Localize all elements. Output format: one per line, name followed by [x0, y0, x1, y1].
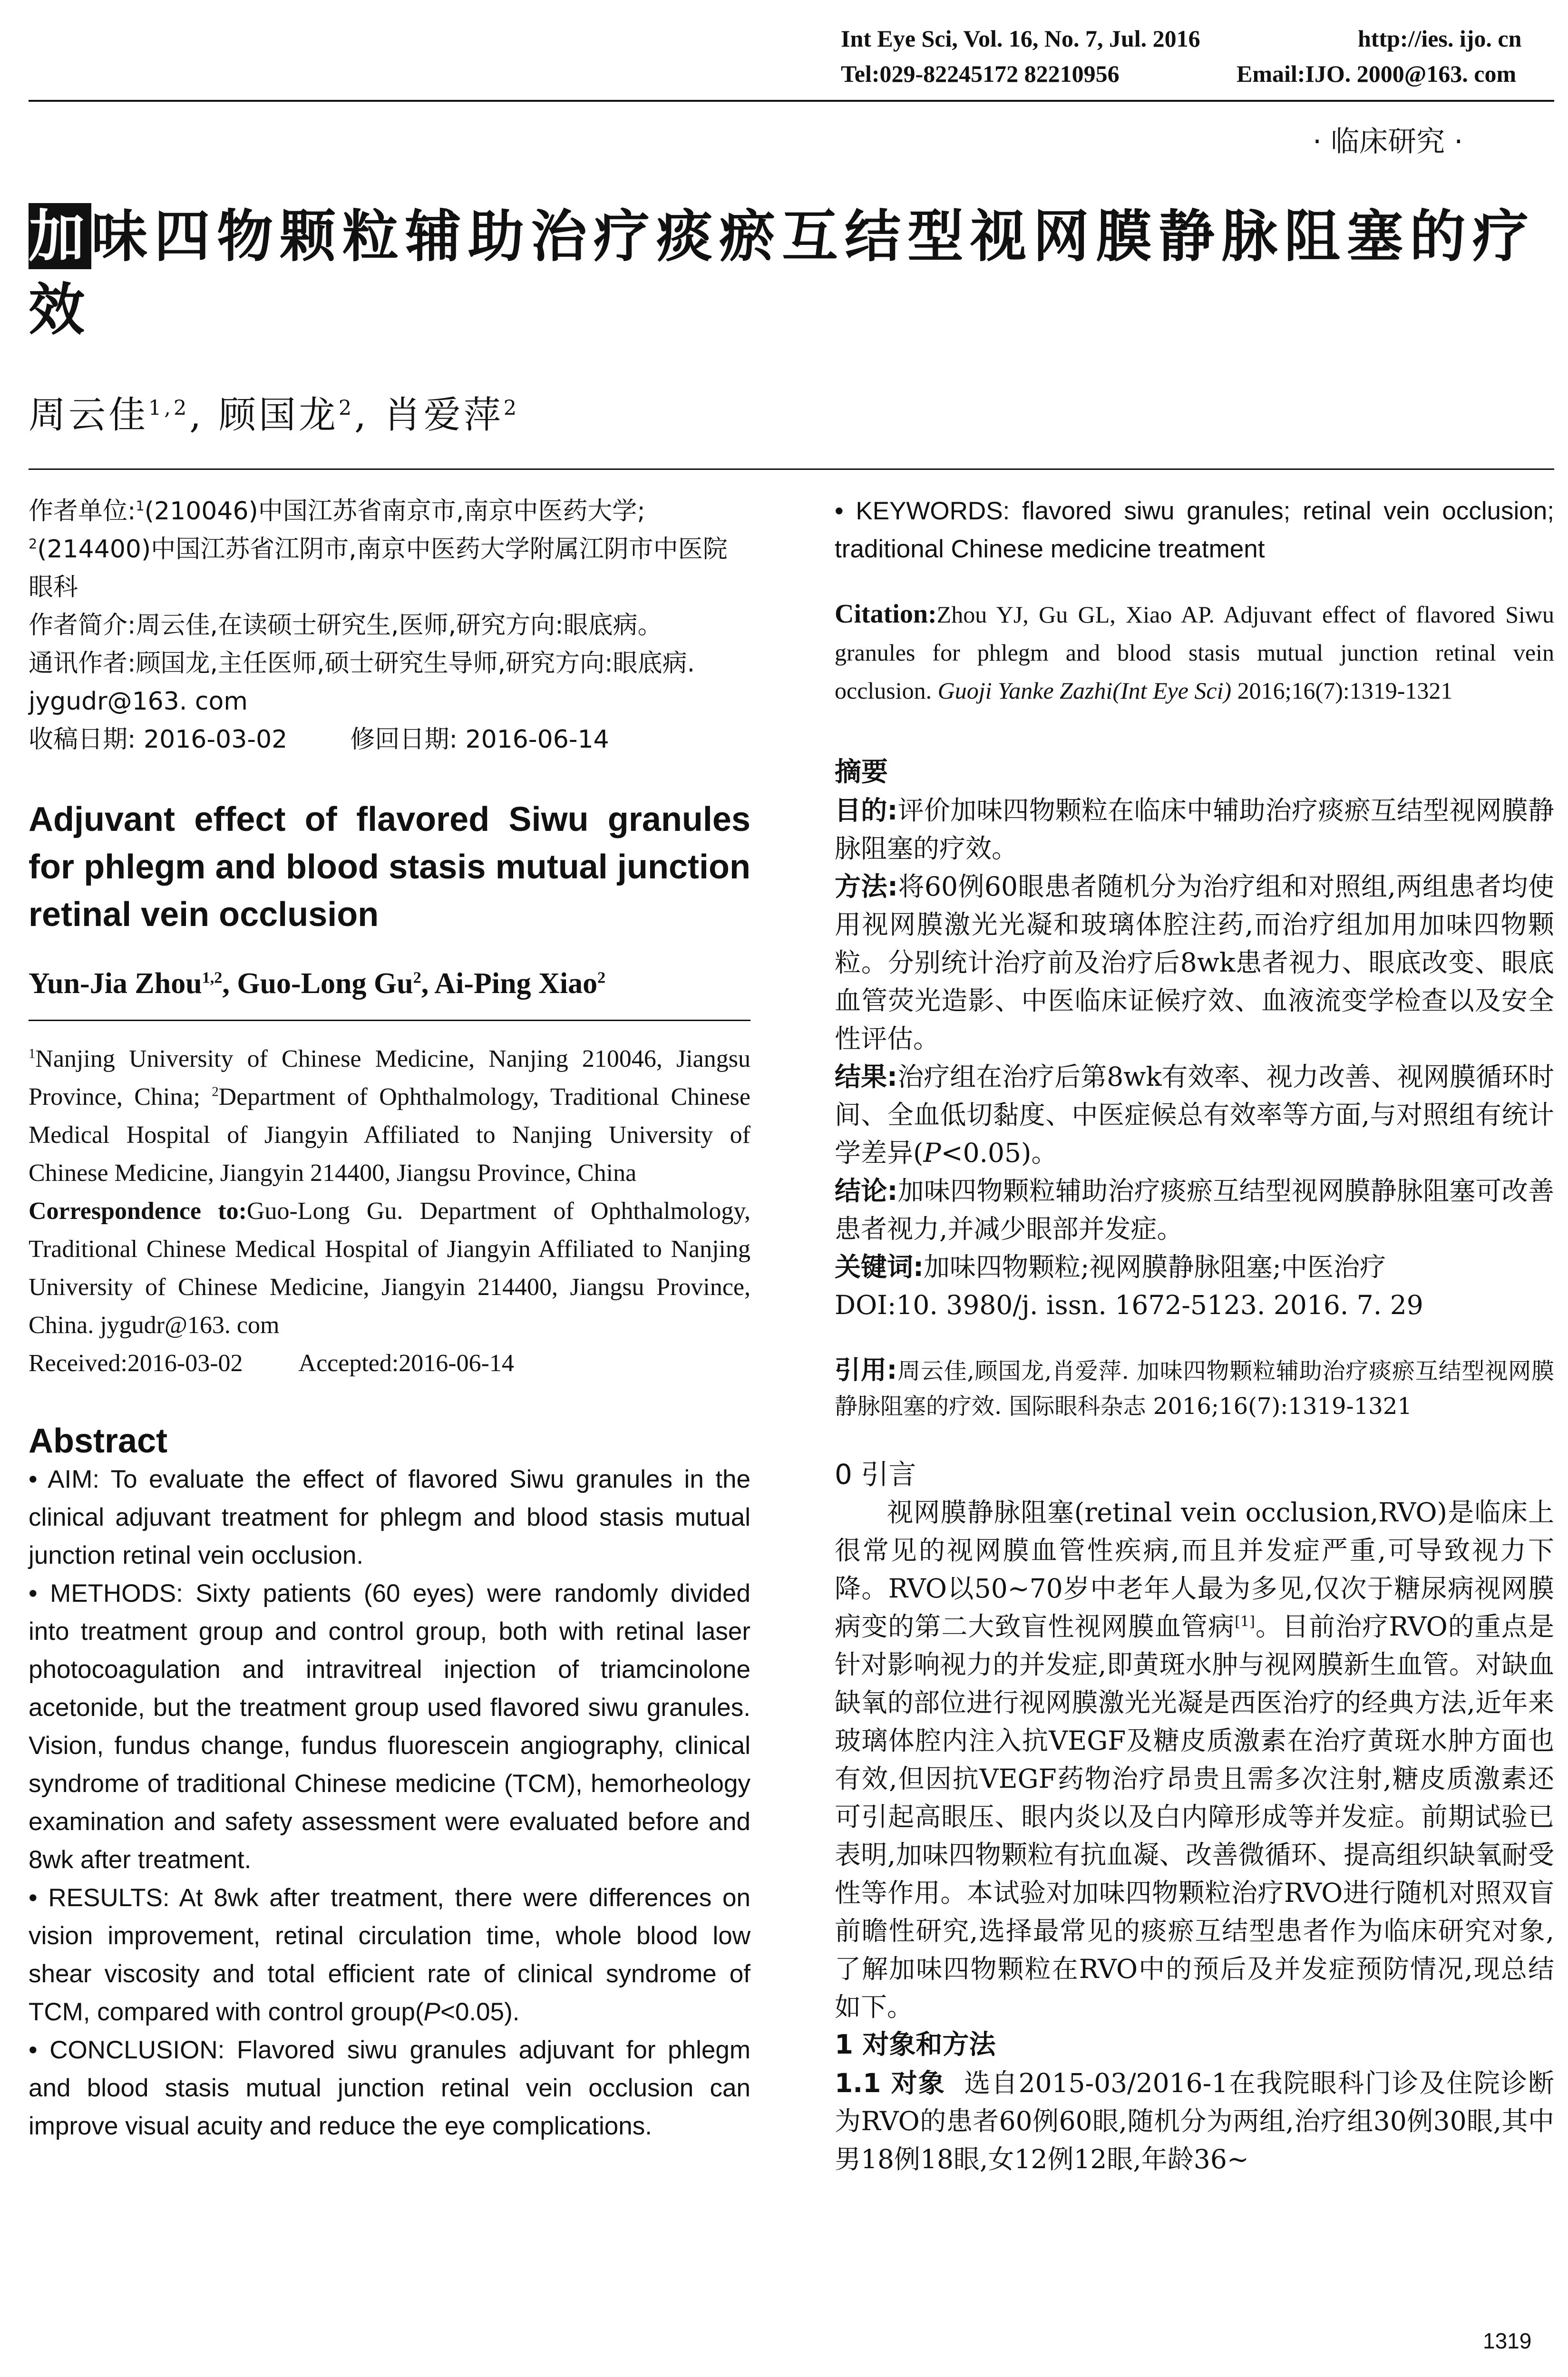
header-rule — [29, 100, 1554, 102]
journal-url: http://ies. ijo. cn — [1358, 25, 1522, 52]
abstract-conclusion: • CONCLUSION: Flavored siwu granules adjuvant for phlegm and blood stasis mutual junction retinal vein occlusion can improve visual acuity and reduce the eye complications. — [29, 2036, 750, 2140]
author-affil: 2 — [338, 396, 355, 420]
journal-email: Email:IJO. 2000@163. com — [1237, 60, 1517, 87]
page-title — [29, 200, 1550, 346]
author-name: 周云佳 — [29, 394, 149, 437]
author-affil: 1,2 — [148, 396, 190, 420]
author-name: 顾国龙 — [218, 394, 339, 437]
abstract-cn-methods: 方法:将60例60眼患者随机分为治疗组和对照组,两组患者均使用视网膜激光光凝和玻璃体腔注药,而治疗组加用加味四物颗粒。分别统计治疗前及治疗后8wk患者视力、眼底改变、眼底血管荧光造影、中医临床证候疗效、血液流变学检查以及安全性评估。 — [835, 871, 1554, 1054]
corresponding-author-cn: 通讯作者:顾国龙,主任医师,硕士研究生导师,研究方向:眼底病. jygudr@163. com — [29, 649, 695, 716]
keywords-en: • KEYWORDS: flavored siwu granules; retinal vein occlusion; traditional Chinese medicine treatment — [835, 497, 1554, 563]
dates-cn: 收稿日期: 2016-03-02 修回日期: 2016-06-14 — [29, 725, 609, 754]
abstract-heading: Abstract — [29, 1422, 168, 1460]
authors-en: Yun-Jia Zhou$^{1,2}$, Guo-Long Gu$^2$, Ai-Ping Xiao$^2$ — [29, 967, 606, 1000]
left-column — [29, 492, 750, 2145]
authors-en-rule — [29, 1020, 750, 1021]
keywords-cn: 关键词:加味四物颗粒;视网膜静脉阻塞;中医治疗 — [835, 1252, 1386, 1282]
intro-paragraph: 视网膜静脉阻塞(retinal vein occlusion,RVO)是临床上很常见的视网膜血管性疾病,而且并发症严重,可导致视力下降。RVO以50~70岁中老年人最为多见,仅次于糖尿病视网膜病变的第二大致盲性视网膜血管病[1]。目前治疗RVO的重点是针对影响视力的并发症,即黄斑水肿与视网膜新生血管。对缺血缺氧的部位进行视网膜激光光凝是西医治疗的经典方法,近年来玻璃体腔内注入抗VEGF及糖皮质激素在治疗黄斑水肿方面也有效,但因抗VEGF药物治疗昂贵且需多次注射,糖皮质激素还可引起高眼压、眼内炎以及白内障形成等并发症。前期试验已表明,加味四物颗粒有抗血凝、改善微循环、提高组织缺氧耐受性等作用。本试验对加味四物颗粒治疗RVO进行随机对照双盲前瞻性研究,选择最常见的痰瘀互结型患者作为临床研究对象,了解加味四物颗粒在RVO中的预后及并发症预防情况,现总结如下。 — [835, 1497, 1554, 2022]
authors-rule — [29, 468, 1554, 470]
section-label: · 临床研究 · — [1313, 125, 1463, 158]
methods-heading: 1 对象和方法 — [835, 2029, 996, 2060]
subjects-paragraph: 1.1 对象 选自2015-03/2016-1在我院眼科门诊及住院诊断为RVO的患者60例60眼,随机分为两组,治疗组30例30眼,其中男18例18眼,女12例12眼,年龄36~ — [835, 2068, 1554, 2174]
correspondence-en: Correspondence to:Guo-Long Gu. Department of Ophthalmology, Traditional Chinese Medical Hospital of Jiangyin Affiliated to Nanjing University of Chinese Medicine, Jiangyin 214400, Jiangsu Province, China. jygudr@163. com — [29, 1198, 750, 1339]
journal-tel: Tel:029-82245172 82210956 — [841, 60, 1120, 87]
author-bio: 作者简介:周云佳,在读硕士研究生,医师,研究方向:眼底病。 — [29, 611, 662, 640]
abstract-results: • RESULTS: At 8wk after treatment, there were differences on vision improvement, retinal circulation time, whole blood low shear viscosity and total efficient rate of clinical syndrome of TCM, compared with control group(P<0.05). — [29, 1884, 750, 2026]
right-column — [835, 492, 1554, 2178]
abstract-aim: • AIM: To evaluate the effect of flavored Siwu granules in the clinical adjuvant treatment for phlegm and blood stasis mutual junction retinal vein occlusion. — [29, 1465, 750, 1569]
journal-info: Int Eye Sci, Vol. 16, No. 7, Jul. 2016 — [841, 25, 1200, 52]
citation-en: Citation:Zhou YJ, Gu GL, Xiao AP. Adjuvant effect of flavored Siwu granules for phlegm and blood stasis mutual junction retinal vein occlusion. Guoji Yanke Zazhi(Int Eye Sci) 2016;16(7):1319-1321 — [835, 599, 1554, 704]
citation-cn: 引用:周云佳,顾国龙,肖爱萍. 加味四物颗粒辅助治疗痰瘀互结型视网膜静脉阻塞的疗效. 国际眼科杂志 2016;16(7):1319-1321 — [835, 1355, 1554, 1420]
intro-heading: 0 引言 — [835, 1458, 916, 1490]
english-title: Adjuvant effect of flavored Siwu granules for phlegm and blood stasis mutual junction retinal vein occlusion — [29, 800, 750, 934]
affiliation-cn: 作者单位:$^1$(210046)中国江苏省南京市,南京中医药大学; $^2$(214400)中国江苏省江阴市,南京中医药大学附属江阴市中医院眼科 — [29, 497, 728, 602]
affiliation-en: $^1$Nanjing University of Chinese Medicine, Nanjing 210046, Jiangsu Province, China; $^2$Department of Ophthalmology, Traditional Chinese Medical Hospital of Jiangyin Affiliated to Nanjing University of Chinese Medicine, Jiangyin 214400, Jiangsu Province, China — [29, 1045, 750, 1187]
author-affil: 2 — [503, 396, 520, 420]
abstract-cn-results: 结果:治疗组在治疗后第8wk有效率、视力改善、视网膜循环时间、全血低切黏度、中医症候总有效率等方面,与对照组有统计学差异(P<0.05)。 — [835, 1062, 1554, 1168]
abstract-cn-conclusion: 结论:加味四物颗粒辅助治疗痰瘀互结型视网膜静脉阻塞可改善患者视力,并减少眼部并发症。 — [835, 1176, 1554, 1244]
authors-cn: 周云佳$^{1,2}$, 顾国龙$^2$, 肖爱萍$^2$ — [29, 394, 520, 437]
abstract-methods: • METHODS: Sixty patients (60 eyes) were randomly divided into treatment group and control group, both with retinal laser photocoagulation and intravitreal injection of triamcinolone acetonide, but the treatment group used flavored siwu granules. Vision, fundus change, fundus fluorescein angiography, clinical syndrome of traditional Chinese medicine (TCM), hemorheology examination and safety assessment were evaluated before and 8wk after treatment. — [29, 1579, 750, 1874]
abstract-cn-heading: 摘要 — [835, 757, 888, 788]
abstract-cn-objective: 目的:评价加味四物颗粒在临床中辅助治疗痰瘀互结型视网膜静脉阻塞的疗效。 — [835, 795, 1554, 864]
title-rest: 味四物颗粒辅助治疗痰瘀互结型视网膜静脉阻塞的疗效 — [29, 203, 1536, 342]
dates-en: Received:2016-03-02 Accepted:2016-06-14 — [29, 1350, 514, 1377]
page-number: 1319 — [1483, 2328, 1532, 2353]
author-name: 肖爱萍 — [383, 394, 504, 437]
title-first-char: 加 — [29, 203, 92, 269]
doi: DOI:10. 3980/j. issn. 1672-5123. 2016. 7. 29 — [835, 1290, 1423, 1320]
